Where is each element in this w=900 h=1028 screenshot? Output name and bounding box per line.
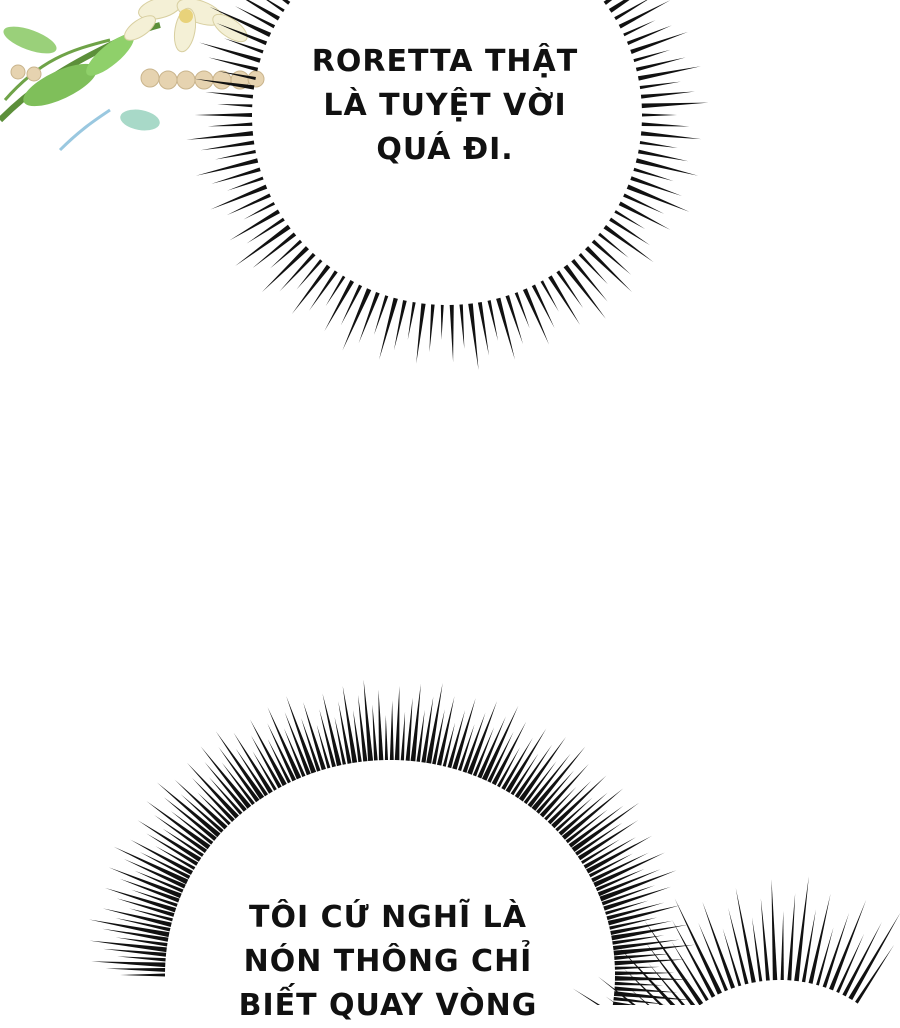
burst-line [109,867,182,898]
burst-line [598,233,629,258]
burst-line [642,122,690,126]
burst-line [829,900,866,991]
burst-line [324,280,354,331]
burst-line [270,240,302,269]
burst-line [640,82,681,90]
burst-line [609,218,650,246]
speech-bubble-top [312,40,578,172]
burst-line [615,976,689,981]
burst-line [216,731,264,799]
burst-line [201,747,251,809]
burst-line [575,823,622,856]
burst-line [636,57,686,71]
burst-line [572,803,640,852]
burst-line [217,104,252,107]
burst-line [401,712,405,761]
burst-line [210,185,267,210]
burst-line [642,103,709,109]
burst-line [408,302,416,340]
burst-line [230,210,280,241]
bubble-line: QUÁ ĐI. [376,132,514,167]
burst-line [117,956,166,961]
burst-line [468,303,478,370]
burst-line [195,113,252,117]
burst-line [394,300,407,350]
burst-line [781,911,784,980]
burst-line [199,42,261,62]
burst-line [855,945,894,1004]
burst-line [186,131,253,140]
burst-line [309,270,338,310]
burst-line [842,922,882,996]
burst-line [619,201,671,229]
burst-line [227,193,271,215]
burst-line [215,150,256,160]
burst-line [623,194,664,214]
burst-line [416,303,425,363]
bubble-line: RORETTA THẬT [311,44,579,79]
burst-line [205,92,253,98]
burst-line [633,50,670,62]
burst-line [429,304,434,352]
burst-line [378,690,383,760]
burst-line [459,304,464,349]
burst-line [728,908,748,984]
burst-line [441,305,444,340]
burst-line [723,928,742,986]
burst-line [633,168,673,181]
burst-line [562,788,623,839]
burst-line [478,302,489,356]
burst-line [146,801,210,849]
burst-line [787,893,795,980]
burst-line [208,122,253,126]
burst-line [385,715,388,760]
burst-line [201,141,255,151]
bubble-line: TÔI CỨ NGHĨ LÀ [249,900,527,935]
burst-line [630,32,688,54]
burst-line [297,259,323,289]
burst-line [372,705,377,761]
burst-line [556,270,583,308]
burst-line [106,968,166,972]
burst-line [611,925,688,941]
burst-line [671,941,708,1001]
burst-line [341,285,362,326]
burst-line [579,253,608,284]
burst-line [761,898,770,981]
bubble-line: NÓN THÔNG CHỈ [243,944,533,979]
burst-line [619,0,671,28]
burst-line [614,954,670,960]
burst-line [450,305,454,362]
burst-line [627,185,690,212]
burst-line [630,176,682,196]
burst-line [91,961,165,967]
burst-line [816,927,833,985]
burst-line [627,25,672,45]
speech-bubble-bottom [239,896,538,1028]
burst-line [157,783,220,838]
burst-line [359,292,380,343]
burst-line [395,686,400,760]
burst-line [247,218,285,244]
burst-line [551,775,606,828]
burst-line [641,91,695,98]
burst-line [638,66,701,80]
burst-line [531,747,585,811]
burst-line [488,300,499,341]
burst-line [406,698,413,761]
flower-bouquet-icon [0,0,264,150]
burst-line [390,700,394,760]
burst-line [187,763,239,819]
burst-line [642,114,677,117]
burst-line [532,285,555,329]
bubble-line: BIẾT QUAY VÒNG [238,988,538,1023]
burst-line [584,837,636,869]
burst-line [809,894,831,984]
bubble-line: LÀ TUYỆT VỜI [323,88,567,123]
burst-line [640,141,678,148]
burst-line [771,879,777,980]
burst-line [638,150,688,162]
burst-line [120,973,165,976]
burst-line [523,288,549,344]
burst-line [641,131,701,139]
burst-line [736,888,756,983]
